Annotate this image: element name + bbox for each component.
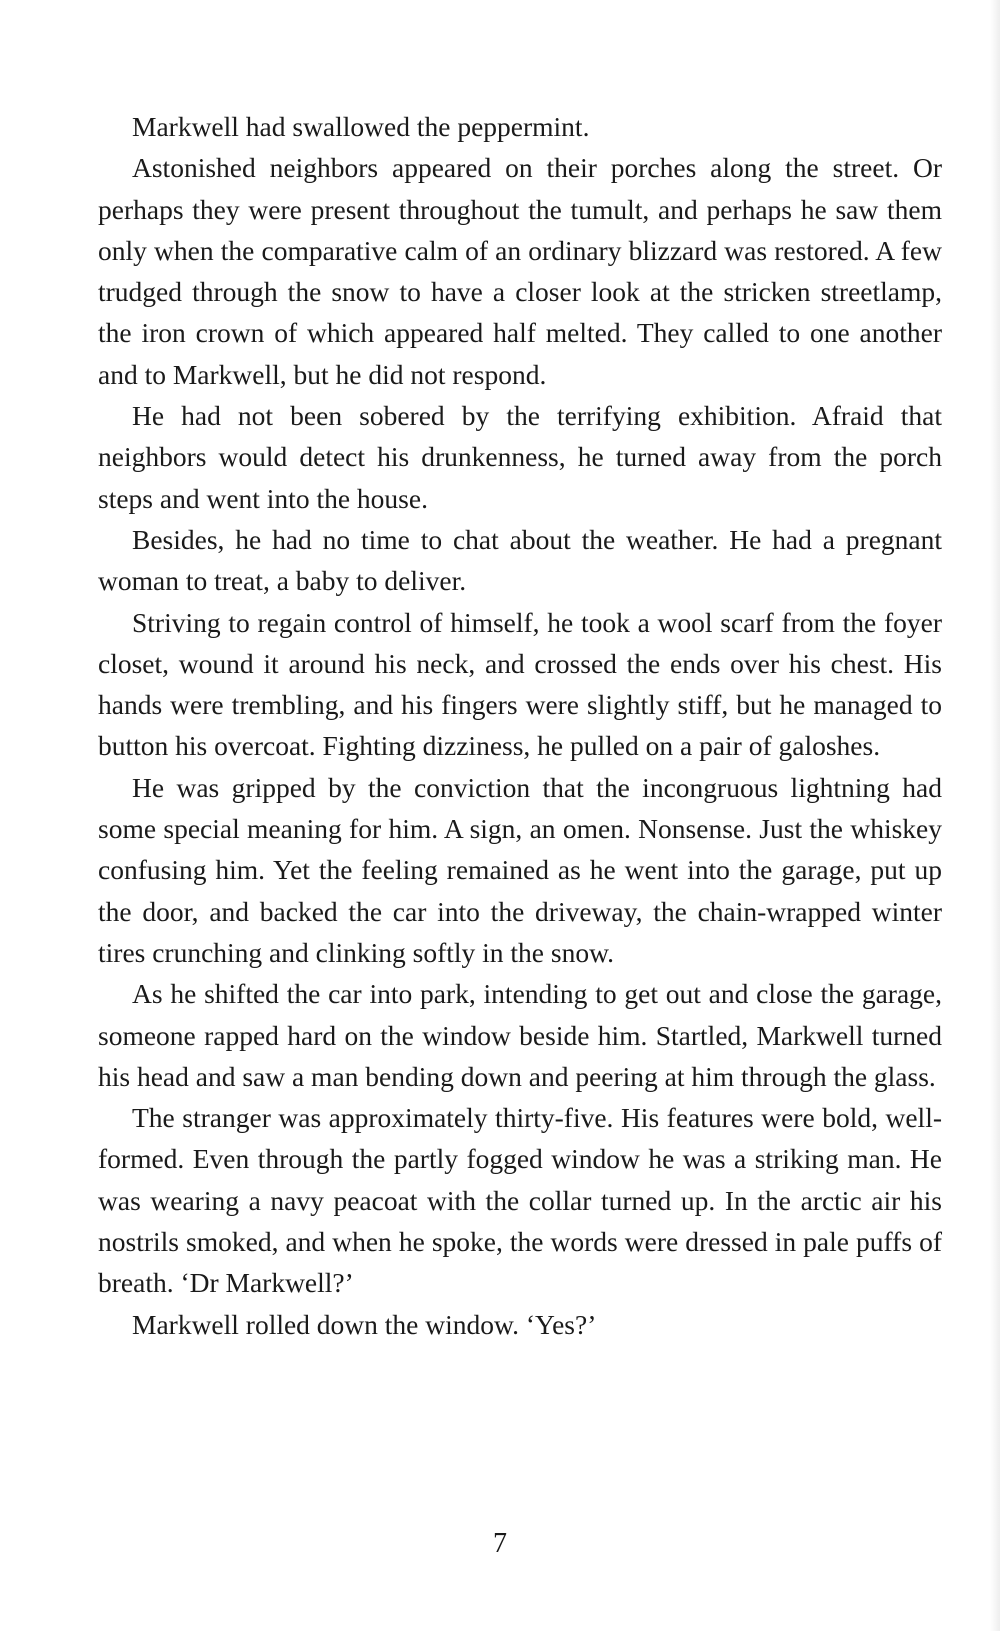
paragraph: Astonished neighbors appeared on their porches along the street. Or perhaps they were present throughout the tumult, and perhaps he saw them only when the comparative calm of an ordinary blizzard was restored. A few trudged through the snow to have a closer look at the stricken streetlamp, the iron crown of which appeared half melted. They called to one another and to Markwell, but he did not respond. (98, 152, 942, 390)
paragraph: Markwell rolled down the window. ‘Yes?’ (132, 1308, 597, 1340)
paragraph: Besides, he had no time to chat about the weather. He had a pregnant woman to treat, a baby to deliver. (98, 523, 942, 597)
paragraph: The stranger was approximately thirty-five. His features were bold, well-formed. Even through the partly fogged window he was a striking man. He was wearing a navy peacoat with the collar turned up. In the arctic air his nostrils smoked, and when he spoke, the words were dressed in pale puffs of breath. ‘Dr Markwell?’ (98, 1102, 942, 1299)
paragraph: Striving to regain control of himself, he took a wool scarf from the foyer closet, wound it around his neck, and crossed the ends over his chest. His hands were trembling, and his fingers were slightly stiff, but he managed to button his overcoat. Fighting dizziness, he pulled on a pair of galoshes. (98, 606, 942, 762)
page-number: 7 (493, 1528, 507, 1559)
paragraph: As he shifted the car into park, intending to get out and close the garage, someone rapped hard on the window beside him. Startled, Markwell turned his head and saw a man bending down and peering at him through the glass. (98, 978, 942, 1092)
page-edge-shadow (990, 0, 1000, 1631)
paragraph: He was gripped by the conviction that the incongruous lightning had some special meaning for him. A sign, an omen. Nonsense. Just the whiskey confusing him. Yet the feeling remained as he went into the garage, put up the door, and backed the car into the driveway, the chain-wrapped winter tires crunching and clinking softly in the snow. (98, 771, 942, 968)
body-text (98, 106, 942, 1345)
paragraph: Markwell had swallowed the peppermint. (132, 111, 590, 142)
paragraph: He had not been sobered by the terrifying exhibition. Afraid that neighbors would detect his drunkenness, he turned away from the porch steps and went into the house. (98, 400, 942, 514)
